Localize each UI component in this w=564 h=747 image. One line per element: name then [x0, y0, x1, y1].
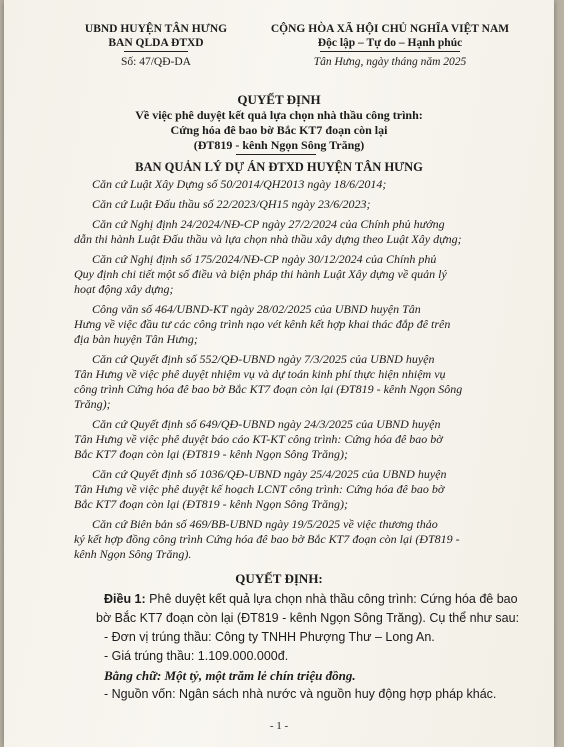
funding-source: - Nguồn vốn: Ngân sách nhà nước và nguồn huy động hợp pháp khác.: [104, 687, 497, 701]
basis-line: Căn cứ Biên bản số 469/BB-UBND ngày 19/5/2025 về việc thương thảo: [92, 517, 438, 531]
article-1-line-1: Điều 1: Phê duyệt kết quả lựa chọn nhà thầu công trình: Cứng hóa đê bao: [104, 592, 518, 606]
subject-underline: [236, 154, 316, 155]
basis-line: Công văn số 464/UBND-KT ngày 28/02/2025 của UBND huyện Tân: [92, 302, 421, 316]
basis-line: Bắc KT7 đoạn còn lại (ĐT819 - kênh Ngọn Sông Trăng);: [74, 447, 348, 461]
issuer-block: [72, 22, 240, 69]
contractor: - Đơn vị trúng thầu: Công ty TNHH Phượng Thư – Long An.: [104, 630, 435, 644]
basis-line: Căn cứ Quyết định số 649/QĐ-UBND ngày 24/3/2025 của UBND huyện: [92, 417, 441, 431]
basis-line: Căn cứ Quyết định số 1036/QĐ-UBND ngày 25/4/2025 của UBND huyện: [92, 467, 447, 481]
basis-line: kênh Ngọn Sông Trăng).: [74, 547, 192, 561]
award-price: - Giá trúng thầu: 1.109.000.000đ.: [104, 649, 289, 663]
motto-underline: [320, 51, 460, 52]
country-name: CỘNG HÒA XÃ HỘI CHỦ NGHĨA VIỆT NAM: [270, 23, 510, 35]
document-number: Số: 47/QĐ-DA: [121, 56, 191, 68]
article-1-line-2: bờ Bắc KT7 đoạn còn lại (ĐT819 - kênh Ngọn Sông Trăng). Cụ thể như sau:: [96, 611, 520, 625]
basis-paragraph: [74, 352, 514, 412]
basis-paragraph: [74, 177, 514, 192]
basis-line: Hưng về việc đầu tư các công trình nạo vét kênh kết hợp khai thác đắp đê trên: [74, 317, 451, 331]
basis-paragraph: [74, 417, 514, 462]
motto: Độc lập – Tự do – Hạnh phúc: [317, 37, 463, 49]
article-1-label: Điều 1:: [104, 592, 146, 606]
basis-line: Tân Hưng về việc phê duyệt nhiệm vụ và dự toán kinh phí thực hiện nhiệm vụ: [74, 367, 446, 381]
document-page: [4, 0, 554, 747]
basis-line: công trình Cứng hóa đê bao bờ Bắc KT7 đoạn còn lại (ĐT819 - kênh Ngọn Sông: [74, 382, 463, 396]
basis-line: Căn cứ Nghị định số 175/2024/NĐ-CP ngày 30/12/2024 của Chính phủ: [92, 252, 437, 266]
article-1: [96, 590, 544, 704]
national-motto-block: [240, 22, 540, 69]
price-in-words: Bằng chữ: Một tỷ, một trăm lẻ chín triệu đồng.: [104, 668, 356, 683]
basis-line: Căn cứ Quyết định số 552/QĐ-UBND ngày 7/3/2025 của UBND huyện: [92, 352, 435, 366]
basis-paragraph: [74, 252, 514, 297]
issuer-underline: [124, 51, 188, 52]
basis-paragraph: [74, 467, 514, 512]
basis-paragraph: [74, 217, 514, 247]
subject-line-1: Về việc phê duyệt kết quả lựa chọn nhà thầu công trình:: [135, 108, 423, 122]
place-date: Tân Hưng, ngày tháng năm 2025: [313, 56, 467, 68]
basis-line: Căn cứ Nghị định 24/2024/NĐ-CP ngày 27/2/2024 của Chính phủ hướng: [92, 217, 445, 231]
authority-heading: BAN QUẢN LÝ DỰ ÁN ĐTXD HUYỆN TÂN HƯNG: [135, 160, 423, 174]
basis-line: Căn cứ Luật Đấu thầu số 22/2023/QH15 ngày 23/6/2023;: [92, 197, 371, 211]
page-number: - 1 -: [269, 720, 289, 732]
basis-line: ký kết hợp đồng công trình Cứng hóa đê bao bờ Bắc KT7 đoạn còn lại (ĐT819 -: [74, 532, 460, 546]
issuer-line-1: UBND HUYỆN TÂN HƯNG: [84, 23, 228, 35]
legal-bases: [74, 177, 514, 562]
document-title: QUYẾT ĐỊNH: [237, 92, 321, 107]
subject-line-2: Cứng hóa đê bao bờ Bắc KT7 đoạn còn lại: [170, 123, 388, 137]
basis-line: Tân Hưng về việc phê duyệt kế hoạch LCNT công trình: Cứng hóa đê bao bờ: [74, 482, 445, 496]
basis-line: hoạt động xây dựng;: [74, 282, 174, 296]
basis-paragraph: [74, 197, 514, 212]
basis-line: địa bàn huyện Tân Hưng;: [74, 332, 198, 346]
basis-line: Quy định chi tiết một số điều và biện pháp thi hành Luật Xây dựng về quản lý: [74, 267, 447, 281]
basis-line: Bắc KT7 đoạn còn lại (ĐT819 - kênh Ngọn Sông Trăng);: [74, 497, 348, 511]
basis-line: Căn cứ Luật Xây Dựng số 50/2014/QH2013 ngày 18/6/2014;: [92, 177, 387, 191]
issuer-line-2: BAN QLDA ĐTXD: [108, 37, 204, 49]
decision-heading: QUYẾT ĐỊNH:: [235, 571, 323, 586]
basis-line: Trăng);: [74, 397, 111, 411]
basis-line: Tân Hưng về việc phê duyệt báo cáo KT-KT công trình: Cứng hóa đê bao bờ: [74, 432, 443, 446]
subject-line-3: (ĐT819 - kênh Ngọn Sông Trăng): [193, 138, 365, 152]
basis-line: dẫn thi hành Luật Đấu thầu và lựa chọn nhà thầu xây dựng theo Luật Xây dựng;: [74, 232, 462, 246]
basis-paragraph: [74, 302, 514, 347]
basis-paragraph: [74, 517, 514, 562]
